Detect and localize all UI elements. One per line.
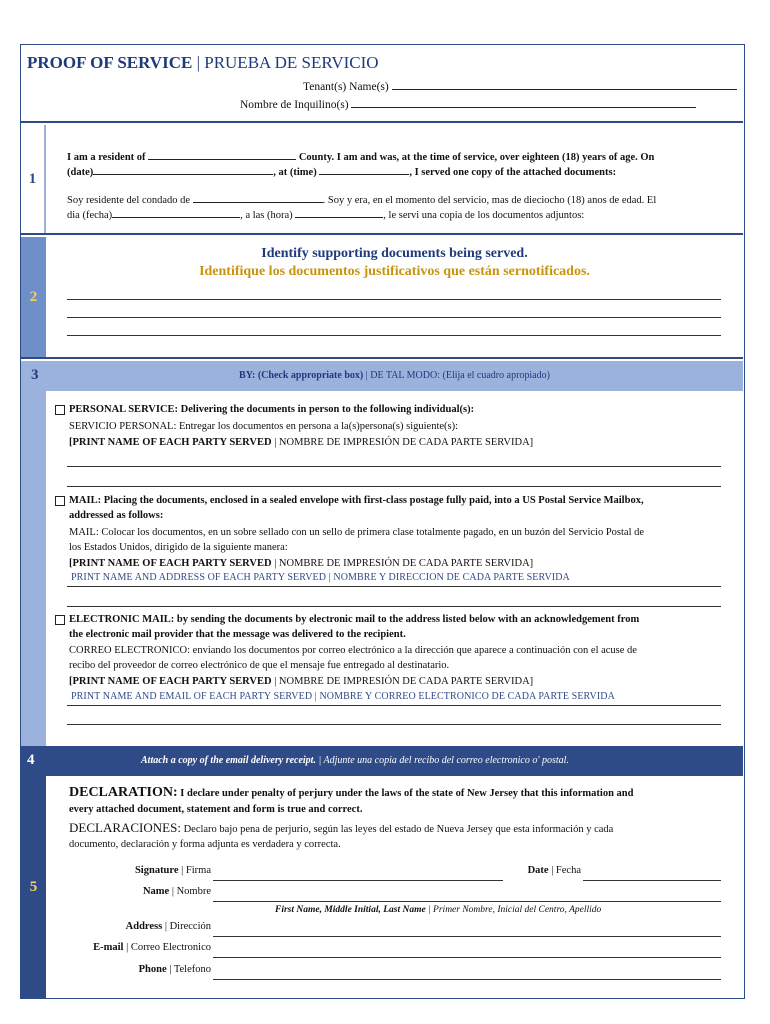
address-label: Address | Dirección (125, 921, 211, 932)
title-en: PROOF OF SERVICE (27, 53, 193, 72)
s1-resident-label: I am a resident of (67, 152, 146, 163)
s1-es-line2 (67, 207, 584, 223)
section-2 (21, 237, 743, 359)
hora-field[interactable] (295, 207, 383, 218)
personal-name-line-1[interactable] (67, 466, 721, 467)
title-sep: | (192, 53, 205, 72)
s1-es-hora: , a las (hora) (240, 210, 293, 221)
personal-print-en: [PRINT NAME OF EACH PARTY SERVED (69, 437, 272, 448)
declaration-es-text-2: documento, declaración y forma adjunta es verdadera y correcta. (69, 839, 341, 850)
email-address-line-2[interactable] (67, 724, 721, 725)
name-hint-es: | Primer Nombre, Inicial del Centro, Apellido (425, 905, 602, 915)
s3-header-es: DE TAL MODO: (Elija el cuadro apropiado) (370, 370, 550, 381)
declaration-line-1 (69, 784, 634, 803)
signature-en: Signature (134, 865, 179, 876)
date-es: Fecha (555, 865, 581, 876)
tenant-label-es: Nombre de Inquilino(s) (240, 99, 349, 111)
personal-title: PERSONAL SERVICE: Delivering the documents in person to the following individual(s): (69, 404, 475, 415)
section-number-4: 4 (27, 752, 35, 768)
email-title-1: ELECTRONIC MAIL: by sending the documents by electronic mail to the address listed below with an acknowledgement from (69, 614, 640, 625)
s1-date-label: (date) (67, 167, 94, 178)
s1-time-label: , at (time) (273, 167, 317, 178)
email-en: E-mail (93, 942, 124, 953)
section-number-2: 2 (21, 237, 46, 357)
personal-es: SERVICIO PERSONAL: Entregar los documentos en persona a la(s)persona(s) siguiente(s): (69, 421, 459, 432)
email-address-hint: PRINT NAME AND EMAIL OF EACH PARTY SERVED | NOMBRE Y CORREO ELECTRONICO DE CADA PARTE SERVIDA (71, 691, 615, 702)
address-es: Dirección (169, 921, 211, 932)
tenant-label: Tenant(s) Name(s) (303, 81, 389, 93)
personal-print-label (69, 435, 533, 450)
s3-header-en: BY: (Check appropriate box) (239, 370, 364, 381)
declaration-es-text-1: Declaro bajo pena de perjurio, según las leyes del estado de Nueva Jersey que esta información y cada (183, 824, 614, 835)
mail-es-2: los Estados Unidos, dirigido de la siguiente manera: (69, 542, 288, 553)
s1-es-fecha: dia (fecha) (67, 210, 113, 221)
name-field[interactable] (213, 901, 721, 902)
section-1 (21, 125, 743, 235)
email-print-label (69, 674, 533, 689)
s1-es-condado-text: . Soy y era, en el momento del servicio, mas de dieciocho (18) anos de edad. El (322, 195, 657, 206)
s1-served-text: , I served one copy of the attached documents: (409, 167, 617, 178)
mail-es-1: MAIL: Colocar los documentos, en un sobre sellado con un sello de primera clase totalmente pagado, en un buzón del Servicio Postal de (69, 527, 645, 538)
s3-header-sep: | (363, 370, 371, 381)
section-number-3: 3 (21, 361, 46, 746)
condado-field[interactable] (193, 192, 323, 203)
mail-title-2: addressed as follows: (69, 510, 164, 521)
date-en: Date (527, 865, 549, 876)
mail-checkbox[interactable] (55, 496, 65, 506)
s4-text-en: Attach a copy of the email delivery receipt. (141, 755, 316, 766)
email-es: Correo Electronico (130, 942, 211, 953)
date-sign-field[interactable] (583, 880, 721, 881)
name-hint-en: First Name, Middle Initial, Last Name (275, 905, 426, 915)
s4-text-es: Adjunte una copia del recibo del correo electronico o' postal. (323, 755, 569, 766)
documents-line-1[interactable] (67, 299, 721, 300)
declaration-heading: DECLARATION: (69, 785, 178, 800)
section-3 (21, 361, 743, 746)
email-print-en: [PRINT NAME OF EACH PARTY SERVED (69, 676, 272, 687)
phone-en: Phone (138, 964, 167, 975)
tenant-name-row (303, 79, 737, 93)
phone-field[interactable] (213, 979, 721, 980)
fecha-field[interactable] (112, 207, 240, 218)
title-es: PRUEBA DE SERVICIO (204, 53, 379, 72)
personal-print-es: | NOMBRE DE IMPRESIÓN DE CADA PARTE SERVIDA] (271, 437, 534, 448)
tenant-name-field[interactable] (392, 79, 737, 90)
form-title (27, 53, 379, 73)
email-es-1: CORREO ELECTRONICO: enviando los documentos por correo electrónico a la dirección que aparece a continuación con el acuse de (69, 645, 637, 656)
s1-es-line1 (67, 192, 656, 208)
s3-header (46, 370, 743, 381)
mail-address-hint: PRINT NAME AND ADDRESS OF EACH PARTY SERVED | NOMBRE Y DIRECCION DE CADA PARTE SERVIDA (71, 572, 570, 583)
form-header (21, 45, 743, 123)
section-number-1: 1 (21, 125, 46, 233)
email-label: E-mail | Correo Electronico (93, 942, 211, 953)
phone-label: Phone | Telefono (138, 964, 211, 975)
email-address-line-1[interactable] (67, 705, 721, 706)
declaration-text-1: I declare under penalty of perjury under the laws of the state of New Jersey that this information and (180, 788, 634, 799)
name-en: Name (142, 886, 170, 897)
s2-title-es: Identifique los documentos justificativos que están sernotificados. (199, 264, 590, 279)
address-field[interactable] (213, 936, 721, 937)
s1-es-resident: Soy residente del condado de (67, 195, 191, 206)
name-es: Nombre (176, 886, 211, 897)
signature-es: Firma (185, 865, 211, 876)
signature-field[interactable] (213, 880, 503, 881)
email-field[interactable] (213, 957, 721, 958)
mail-print-en: [PRINT NAME OF EACH PARTY SERVED (69, 558, 272, 569)
email-es-2: recibo del proveedor de correo electrónico de que el mensaje fue entregado al destinatario. (69, 660, 450, 671)
s3-header-band (46, 361, 743, 391)
s1-es-servi: , le servi una copia de los documentos adjuntos: (383, 210, 585, 221)
tenant-name-es-field[interactable] (351, 97, 696, 108)
mail-address-line-2[interactable] (67, 606, 721, 607)
date-label: Date | Fecha (527, 865, 581, 876)
declaration-es-line-1 (69, 819, 613, 839)
section-number-5: 5 (21, 776, 46, 998)
mail-address-line-1[interactable] (67, 586, 721, 587)
email-print-es: | NOMBRE DE IMPRESIÓN DE CADA PARTE SERVIDA] (271, 676, 534, 687)
proof-of-service-form (20, 44, 745, 999)
section-4 (21, 746, 743, 776)
personal-service-checkbox[interactable] (55, 405, 65, 415)
s1-line2 (67, 164, 616, 180)
section-5 (21, 776, 743, 998)
phone-es: Telefono (173, 964, 211, 975)
declaration-es-heading: DECLARACIONES: (69, 820, 181, 835)
address-en: Address (125, 921, 163, 932)
name-hint (275, 903, 601, 918)
mail-print-es: | NOMBRE DE IMPRESIÓN DE CADA PARTE SERVIDA] (271, 558, 534, 569)
personal-name-line-2[interactable] (67, 486, 721, 487)
mail-print-label (69, 556, 533, 571)
email-title-2: the electronic mail provider that the message was delivered to the recipient. (69, 629, 406, 640)
s4-text (141, 755, 569, 766)
documents-line-3[interactable] (67, 335, 721, 336)
county-field[interactable] (148, 149, 296, 160)
date-field[interactable] (93, 164, 273, 175)
s4-text-sep: | (315, 755, 324, 766)
name-label: Name | Nombre (142, 886, 211, 897)
s2-title: Identify supporting documents being served. (261, 246, 528, 261)
time-field[interactable] (319, 164, 409, 175)
s1-county-text: County. I am and was, at the time of service, over eighteen (18) years of age. On (298, 152, 655, 163)
tenant-name-es-row (240, 97, 696, 111)
signature-label: Signature | Firma (134, 865, 211, 876)
declaration-text-2: every attached document, statement and form is true and correct. (69, 804, 363, 815)
documents-line-2[interactable] (67, 317, 721, 318)
s1-line1 (67, 149, 654, 165)
mail-title-1: MAIL: Placing the documents, enclosed in a sealed envelope with first-class postage fully paid, into a US Postal Service Mailbox, (69, 495, 644, 506)
electronic-mail-checkbox[interactable] (55, 615, 65, 625)
